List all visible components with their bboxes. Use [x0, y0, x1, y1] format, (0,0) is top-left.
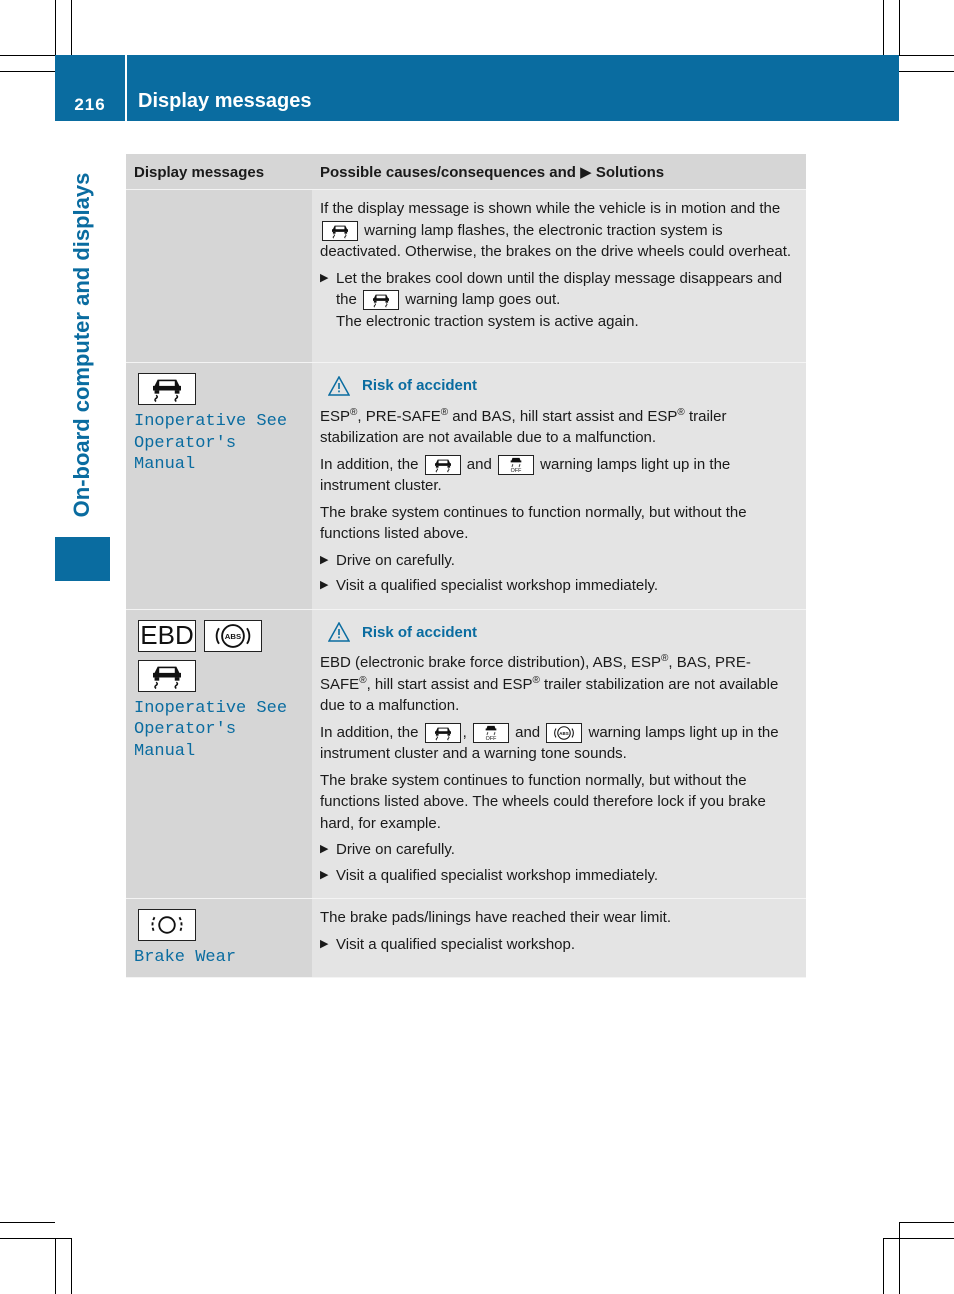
- cause-paragraph: [320, 198, 799, 263]
- triangle-right-icon: ▶: [320, 579, 329, 591]
- message-cell: [126, 610, 312, 899]
- message-cell: [126, 190, 312, 362]
- step-text: [336, 268, 799, 333]
- text: and: [515, 723, 541, 741]
- text: warning lamps light up in the instrument cluster.: [320, 455, 731, 494]
- text: , PRE-SAFE: [357, 407, 441, 425]
- step-text: Drive on carefully.: [336, 841, 455, 858]
- display-messages-table: [126, 154, 806, 978]
- cause-paragraph: [320, 652, 799, 717]
- registered-mark: ®: [359, 674, 367, 686]
- cause-paragraph: [320, 722, 799, 765]
- column-header-solutions: Possible causes/consequences and ▶ Solutions: [312, 154, 806, 189]
- step-text: Visit a qualified specialist workshop immediately.: [336, 577, 659, 594]
- step-text: Drive on carefully.: [336, 551, 455, 569]
- registered-mark: ®: [440, 406, 449, 418]
- skidding-car-icon: [363, 290, 399, 310]
- text: ,: [462, 723, 467, 741]
- skidding-car-icon: [138, 660, 196, 692]
- text: , BAS, PRE-SAFE: [320, 654, 751, 693]
- solution-cell: [312, 610, 806, 899]
- triangle-right-icon: ▶: [320, 843, 329, 855]
- column-header-display-messages: Display messages: [126, 154, 312, 189]
- crop-mark: [883, 1238, 884, 1294]
- warning-text: Risk of accident: [362, 377, 478, 394]
- brake-wear-icon: [138, 909, 196, 941]
- crop-mark: [0, 1238, 71, 1239]
- skidding-car-icon: [322, 221, 358, 241]
- cause-paragraph: [320, 406, 799, 449]
- triangle-right-icon: ▶: [320, 271, 329, 284]
- crop-mark: [883, 1238, 954, 1239]
- text: Let the brakes cool down until the display message disappears and the: [336, 269, 783, 308]
- crop-mark: [0, 71, 55, 72]
- text: and BAS, hill start assist and ESP: [448, 407, 678, 425]
- text: warning lamps light up in the instrument cluster and a warning tone sounds.: [320, 723, 779, 762]
- text: warning lamp flashes, the electronic traction system is deactivated. Otherwise, the brakes on the drive wheels could overheat.: [320, 221, 792, 260]
- solution-step: [320, 550, 799, 572]
- text: If the display message is shown while the vehicle is in motion and the: [320, 200, 781, 217]
- registered-mark: ®: [532, 674, 540, 686]
- section-tab-marker: [55, 537, 110, 581]
- skidding-car-icon: [425, 455, 461, 475]
- solution-step: [320, 865, 799, 887]
- solution-step: [320, 575, 799, 597]
- page-number: 216: [74, 95, 106, 114]
- crop-mark: [899, 55, 954, 56]
- crop-mark: [0, 55, 55, 56]
- display-message-line: Brake Wear: [134, 948, 237, 967]
- text: trailer stabilization are not available due to a malfunction.: [320, 675, 779, 714]
- crop-mark: [883, 0, 884, 55]
- warning-triangle-icon: [328, 376, 350, 396]
- triangle-right-icon: ▶: [320, 868, 329, 881]
- triangle-right-icon: ▶: [320, 553, 329, 566]
- esp-off-icon: [473, 723, 509, 743]
- crop-mark: [0, 1222, 55, 1223]
- crop-mark: [899, 71, 954, 72]
- abs-icon: [546, 723, 582, 743]
- display-message-line: Inoperative See: [134, 412, 288, 431]
- ebd-icon: [138, 620, 196, 652]
- warning-triangle-icon: [328, 622, 350, 642]
- crop-mark: [71, 1238, 72, 1294]
- text: trailer stabilization are not available due to a malfunction.: [320, 407, 727, 446]
- warning-text: Risk of accident: [362, 623, 478, 641]
- warning-heading: [328, 622, 799, 644]
- registered-mark: ®: [660, 653, 669, 664]
- display-message-line: Inoperative See: [134, 698, 288, 718]
- table-row: [126, 363, 806, 610]
- crop-mark: [55, 1238, 56, 1294]
- crop-mark: [71, 0, 72, 55]
- display-message-line: Operator's Manual: [134, 433, 237, 474]
- ebd-label: EBD: [140, 619, 194, 650]
- solution-step: [320, 268, 799, 333]
- solution-step: [320, 839, 799, 861]
- cause-paragraph: [320, 454, 799, 497]
- table-row: [126, 610, 806, 900]
- skidding-car-icon: [138, 373, 196, 405]
- display-message-line: Operator's Manual: [134, 720, 237, 761]
- cause-paragraph: The brake system continues to function normally, but without the functions listed above. The wheels could therefore lock if you brake hard, for example.: [320, 771, 766, 832]
- section-side-title: On-board computer and displays: [69, 172, 94, 518]
- step-text: Visit a qualified specialist workshop immediately.: [336, 866, 659, 884]
- crop-mark: [899, 1222, 900, 1294]
- text: EBD (electronic brake force distribution), ABS, ESP: [320, 654, 661, 671]
- text: In addition, the: [320, 455, 419, 473]
- text: , hill start assist and ESP: [366, 675, 533, 693]
- step-text: Visit a qualified specialist workshop.: [336, 935, 576, 953]
- registered-mark: ®: [677, 406, 685, 418]
- cause-paragraph: The brake system continues to function normally, but without the functions listed above.: [320, 503, 747, 542]
- registered-mark: ®: [350, 406, 358, 418]
- page-title: Display messages: [138, 90, 312, 112]
- solution-step: [320, 934, 799, 956]
- text: The electronic traction system is active again.: [336, 312, 639, 330]
- message-cell: [126, 363, 312, 609]
- abs-icon: [204, 620, 262, 652]
- solution-cell: [312, 363, 806, 609]
- crop-mark: [899, 0, 900, 55]
- table-header-row: [126, 154, 806, 190]
- text: and: [466, 455, 492, 473]
- text: In addition, the: [320, 723, 419, 741]
- skidding-car-icon: [425, 723, 461, 743]
- text: warning lamp goes out.: [405, 291, 561, 308]
- header-divider: [125, 55, 127, 121]
- solution-cell: [312, 899, 806, 977]
- crop-mark: [55, 0, 56, 55]
- text: ESP: [320, 407, 351, 425]
- esp-off-icon: [498, 455, 534, 475]
- cause-paragraph: The brake pads/linings have reached their wear limit.: [320, 909, 672, 926]
- table-row: [126, 899, 806, 978]
- message-cell: [126, 899, 312, 977]
- warning-heading: [328, 375, 799, 397]
- triangle-right-icon: ▶: [320, 937, 329, 950]
- solution-cell: [312, 190, 806, 362]
- crop-mark: [899, 1222, 954, 1223]
- table-row: [126, 190, 806, 363]
